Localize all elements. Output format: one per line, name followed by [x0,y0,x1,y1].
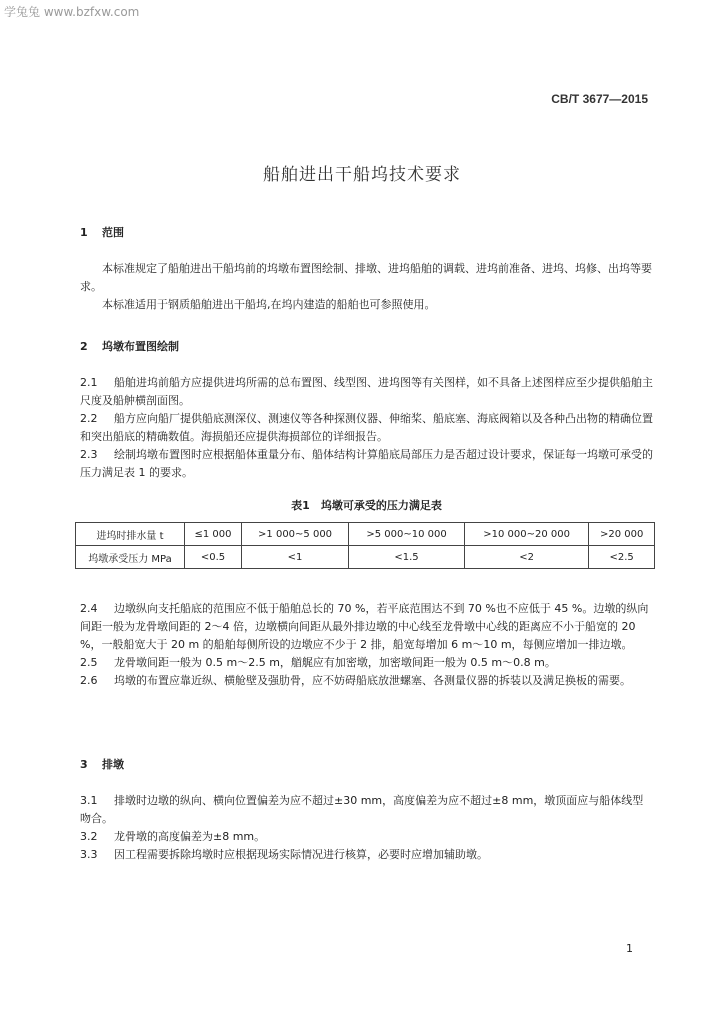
clause-text: 龙骨墩间距一般为 0.5 m～2.5 m，艏艉应有加密墩，加密墩间距一般为 0.5 m～0.8 m。 [114,656,556,669]
clause [80,672,653,690]
section-number: 3 [80,758,88,771]
section-title: 坞墩布置图绘制 [102,340,179,353]
table-row-header: 坞墩承受压力 MPa [76,546,185,569]
watermark: 学兔兔 www.bzfxw.com [4,5,140,19]
clause-number: 2.1 [80,376,98,389]
table-row [76,523,655,546]
table-row-header: 进坞时排水量 t [76,523,185,546]
table-cell: ≤1 000 [185,523,242,546]
section-3 [80,756,653,772]
section-1 [80,224,653,240]
clause [80,654,653,672]
table-row [76,546,655,569]
clause-number: 3.2 [80,830,98,843]
table-cell: <2.5 [589,546,655,569]
clause-text: 龙骨墩的高度偏差为±8 mm。 [114,830,266,843]
clause-text: 绘制坞墩布置图时应根据船体重量分布、船体结构计算船底局部压力是否超过设计要求，保证每一坞墩可承受的压力满足表 1 的要求。 [80,448,653,479]
section-heading [80,338,653,354]
page-title: 船舶进出干船坞技术要求 [263,165,461,185]
clause-number: 2.5 [80,656,98,669]
paragraph: 本标准规定了船舶进出干船坞前的坞墩布置图绘制、排墩、进坞船舶的调载、进坞前准备、进坞、坞修、出坞等要求。 [80,262,652,293]
page-number: 1 [626,942,633,955]
section-3-body [80,792,653,864]
section-2 [80,338,653,354]
section-title: 范围 [102,226,124,239]
clause-number: 3.1 [80,794,98,807]
clause [80,792,653,828]
clause-number: 3.3 [80,848,98,861]
clause-text: 边墩纵向支托船底的范围应不低于船舶总长的 70 %，若平底范围达不到 70 %也不应低于 45 %。边墩的纵向间距一般为龙骨墩间距的 2～4 倍，边墩横向间距从最外排边墩的中心线至龙骨墩中心线的距离应不小于船宽的 20 %，一般船宽大于 20 m 的船舶每侧所设的边墩应不少于 2 排，船宽每增加 6 m～10 m，每侧应增加一排边墩。 [80,602,649,651]
clause [80,600,653,654]
clause [80,846,653,864]
table-cell: >10 000~20 000 [464,523,588,546]
table-cell: <0.5 [185,546,242,569]
clause-number: 2.4 [80,602,98,615]
section-1-body [80,260,653,314]
section-title: 排墩 [102,758,124,771]
clause-text: 船方应向船厂提供船底测深仪、测速仪等各种探测仪器、伸缩桨、船底塞、海底阀箱以及各种凸出物的精确位置和突出船底的精确数值。海损船还应提供海损部位的详细报告。 [80,412,653,443]
section-number: 1 [80,226,88,239]
table-caption: 表1 坞墩可承受的压力满足表 [291,499,442,512]
clause [80,410,653,446]
section-heading [80,224,653,240]
table-cell: <1 [241,546,348,569]
clause-number: 2.6 [80,674,98,687]
table-cell: <1.5 [349,546,465,569]
section-2-body-continued [80,600,653,690]
clause [80,446,653,482]
table-cell: >1 000~5 000 [241,523,348,546]
table-cell: >5 000~10 000 [349,523,465,546]
clause-number: 2.3 [80,448,98,461]
paragraph: 本标准适用于钢质船舶进出干船坞,在坞内建造的船舶也可参照使用。 [102,298,436,311]
clause-number: 2.2 [80,412,98,425]
pressure-table [75,522,655,569]
clause-text: 坞墩的布置应靠近纵、横舱壁及强肋骨，应不妨碍船底放泄螺塞、各测量仪器的拆装以及满足换板的需要。 [114,674,631,687]
clause-text: 排墩时边墩的纵向、横向位置偏差为应不超过±30 mm，高度偏差为应不超过±8 mm，墩顶面应与船体线型吻合。 [80,794,644,825]
table-cell: <2 [464,546,588,569]
standard-code: CB/T 3677—2015 [551,92,648,106]
clause [80,374,653,410]
section-number: 2 [80,340,88,353]
clause-text: 船舶进坞前船方应提供进坞所需的总布置图、线型图、进坞图等有关图样，如不具备上述图样应至少提供船舶主尺度及船舯横剖面图。 [80,376,653,407]
clause [80,828,653,846]
section-2-body [80,374,653,482]
table-cell: >20 000 [589,523,655,546]
section-heading [80,756,653,772]
clause-text: 因工程需要拆除坞墩时应根据现场实际情况进行核算，必要时应增加辅助墩。 [114,848,488,861]
